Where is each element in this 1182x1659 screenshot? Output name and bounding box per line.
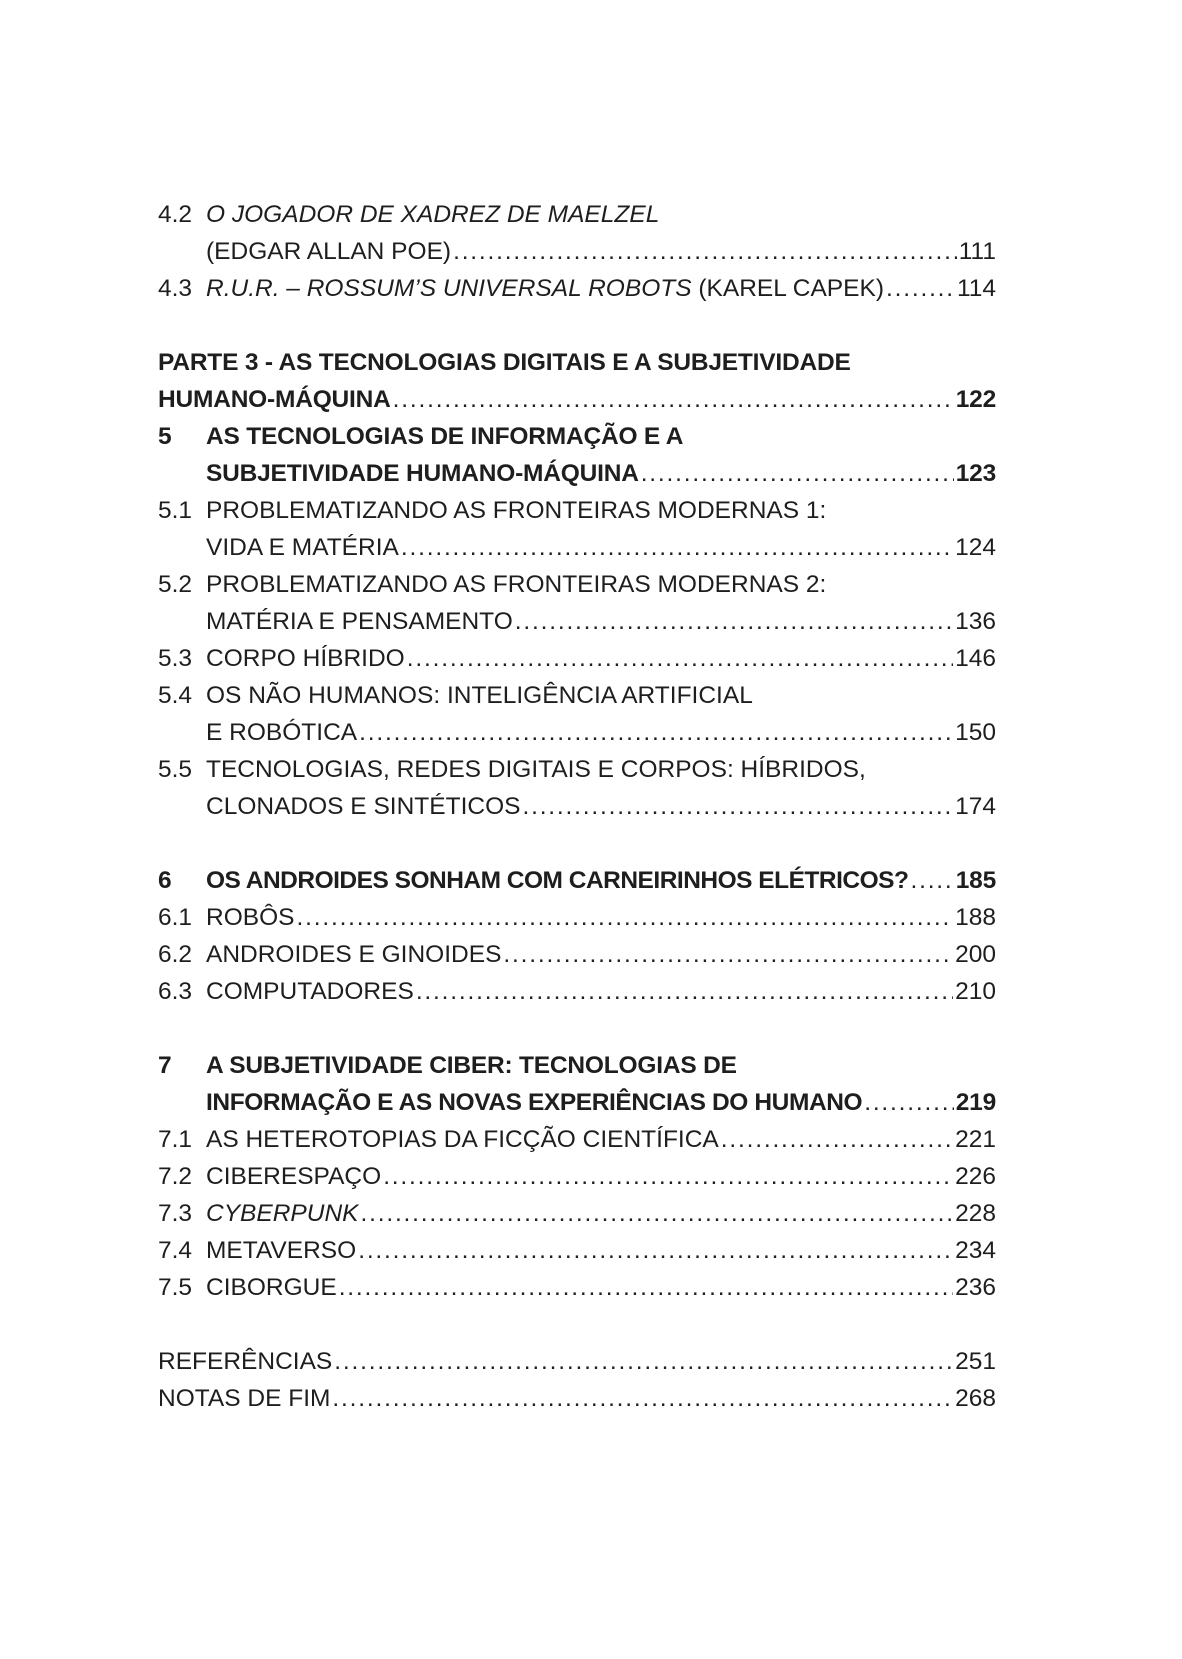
toc-entry-7-4 <box>158 1232 996 1269</box>
dot-leader <box>864 1084 954 1121</box>
toc-entry-5-5 <box>158 751 996 788</box>
toc-part-3-cont <box>158 381 996 418</box>
entry-number: 6.1 <box>158 904 193 931</box>
entry-page: 226 <box>955 1163 996 1190</box>
toc-entry-5-1-cont <box>158 529 996 566</box>
dot-leader <box>503 936 953 973</box>
entry-title: AS HETEROTOPIAS DA FICÇÃO CIENTÍFICA <box>206 1126 719 1153</box>
dot-leader <box>393 381 954 418</box>
entry-page: 124 <box>955 534 996 561</box>
toc-chapter-5 <box>158 418 996 455</box>
dot-leader <box>910 862 953 899</box>
entry-title: CLONADOS E SINTÉTICOS <box>206 793 521 820</box>
dot-leader <box>641 455 954 492</box>
entry-title: R.U.R. – ROSSUM’S UNIVERSAL ROBOTS <box>206 275 692 302</box>
entry-number: 7.1 <box>158 1126 193 1153</box>
toc-chapter-5-cont <box>158 455 996 492</box>
entry-page: 219 <box>955 1089 996 1116</box>
toc-chapter-7-cont <box>158 1084 996 1121</box>
dot-leader <box>453 233 957 270</box>
dot-leader <box>401 529 953 566</box>
toc-entry-6-1 <box>158 899 996 936</box>
entry-number: 7.5 <box>158 1274 193 1301</box>
entry-page: 210 <box>955 978 996 1005</box>
toc-chapter-7 <box>158 1047 996 1084</box>
entry-page: 251 <box>955 1348 996 1375</box>
entry-number: 5.5 <box>158 756 193 783</box>
entry-title: COMPUTADORES <box>206 978 414 1005</box>
toc-entry-5-3 <box>158 640 996 677</box>
entry-title-tail: (KAREL CAPEK) <box>691 275 884 302</box>
dot-leader <box>339 1269 953 1306</box>
entry-number: 4.3 <box>158 275 193 302</box>
entry-title: ROBÔS <box>206 904 295 931</box>
toc-entry-5-1 <box>158 492 996 529</box>
entry-page: 114 <box>956 275 996 302</box>
entry-title: CYBERPUNK <box>206 1200 359 1227</box>
entry-title: PROBLEMATIZANDO AS FRONTEIRAS MODERNAS 1: <box>206 497 827 524</box>
dot-leader <box>383 1158 953 1195</box>
entry-title: CIBORGUE <box>206 1274 337 1301</box>
dot-leader <box>359 714 953 751</box>
entry-page: 122 <box>955 386 996 413</box>
entry-page: 228 <box>955 1200 996 1227</box>
dot-leader <box>522 788 953 825</box>
entry-number: 7.2 <box>158 1163 193 1190</box>
entry-title: O JOGADOR DE XADREZ DE MAELZEL <box>206 201 660 228</box>
entry-page: 123 <box>955 460 996 487</box>
toc-part-3 <box>158 344 996 381</box>
dot-leader <box>297 899 954 936</box>
entry-page: 136 <box>955 608 996 635</box>
entry-title: VIDA E MATÉRIA <box>206 534 399 561</box>
entry-title: REFERÊNCIAS <box>158 1348 333 1375</box>
entry-page: 234 <box>955 1237 996 1264</box>
entry-page: 236 <box>955 1274 996 1301</box>
entry-title: MATÉRIA E PENSAMENTO <box>206 608 513 635</box>
dot-leader <box>515 603 953 640</box>
entry-number: 5.2 <box>158 571 193 598</box>
dot-leader <box>721 1121 953 1158</box>
dot-leader <box>332 1380 953 1417</box>
entry-number: 7.4 <box>158 1237 193 1264</box>
entry-title: PROBLEMATIZANDO AS FRONTEIRAS MODERNAS 2: <box>206 571 827 598</box>
entry-number: 7 <box>158 1052 172 1079</box>
dot-leader <box>360 1195 953 1232</box>
toc-entry-5-4-cont <box>158 714 996 751</box>
entry-title: OS ANDROIDES SONHAM COM CARNEIRINHOS ELÉTRICOS? <box>206 867 909 894</box>
toc-entry-7-3 <box>158 1195 996 1232</box>
entry-title: CIBERESPAÇO <box>206 1163 382 1190</box>
entry-page: 268 <box>955 1385 996 1412</box>
dot-leader <box>416 973 953 1010</box>
dot-leader <box>334 1343 953 1380</box>
toc-entry-5-5-cont <box>158 788 996 825</box>
entry-page: 221 <box>955 1126 996 1153</box>
toc-entry-5-4 <box>158 677 996 714</box>
entry-number: 7.3 <box>158 1200 193 1227</box>
entry-page: 185 <box>955 867 996 894</box>
entry-number: 5.4 <box>158 682 193 709</box>
toc-entry-4-2-cont <box>158 233 996 270</box>
entry-page: 111 <box>958 238 996 265</box>
entry-number: 4.2 <box>158 201 193 228</box>
part-title: PARTE 3 - AS TECNOLOGIAS DIGITAIS E A SUBJETIVIDADE <box>158 349 851 376</box>
dot-leader <box>358 1232 953 1269</box>
dot-leader <box>886 270 955 307</box>
entry-page: 174 <box>955 793 996 820</box>
entry-title: INFORMAÇÃO E AS NOVAS EXPERIÊNCIAS DO HUMANO <box>206 1089 863 1116</box>
part-title: HUMANO-MÁQUINA <box>158 386 391 413</box>
toc-entry-7-5 <box>158 1269 996 1306</box>
entry-number: 6.3 <box>158 978 193 1005</box>
toc-entry-4-2 <box>158 196 996 233</box>
toc-entry-6-2 <box>158 936 996 973</box>
entry-title: METAVERSO <box>206 1237 357 1264</box>
entry-title: A SUBJETIVIDADE CIBER: TECNOLOGIAS DE <box>206 1052 737 1079</box>
toc-entry-5-2 <box>158 566 996 603</box>
toc-entry-4-3 <box>158 270 996 307</box>
entry-title: OS NÃO HUMANOS: INTELIGÊNCIA ARTIFICIAL <box>206 682 753 709</box>
entry-title: NOTAS DE FIM <box>158 1385 331 1412</box>
entry-title: TECNOLOGIAS, REDES DIGITAIS E CORPOS: HÍBRIDOS, <box>206 756 866 783</box>
toc-references <box>158 1343 996 1380</box>
entry-title: (EDGAR ALLAN POE) <box>206 238 452 265</box>
toc-chapter-6 <box>158 862 996 899</box>
entry-number: 6 <box>158 867 172 894</box>
entry-number: 5 <box>158 423 172 450</box>
toc-entry-7-1 <box>158 1121 996 1158</box>
dot-leader <box>407 640 953 677</box>
entry-page: 188 <box>955 904 996 931</box>
entry-page: 146 <box>955 645 996 672</box>
entry-title: E ROBÓTICA <box>206 719 358 746</box>
entry-title: ANDROIDES E GINOIDES <box>206 941 502 968</box>
entry-number: 5.3 <box>158 645 193 672</box>
entry-page: 200 <box>955 941 996 968</box>
toc-entry-6-3 <box>158 973 996 1010</box>
toc-endnotes <box>158 1380 996 1417</box>
entry-title: SUBJETIVIDADE HUMANO-MÁQUINA <box>206 460 639 487</box>
entry-title: CORPO HÍBRIDO <box>206 645 405 672</box>
toc-entry-7-2 <box>158 1158 996 1195</box>
entry-number: 6.2 <box>158 941 193 968</box>
toc-entry-5-2-cont <box>158 603 996 640</box>
entry-page: 150 <box>955 719 996 746</box>
entry-title: AS TECNOLOGIAS DE INFORMAÇÃO E A <box>206 423 684 450</box>
entry-number: 5.1 <box>158 497 193 524</box>
table-of-contents <box>158 196 996 1417</box>
